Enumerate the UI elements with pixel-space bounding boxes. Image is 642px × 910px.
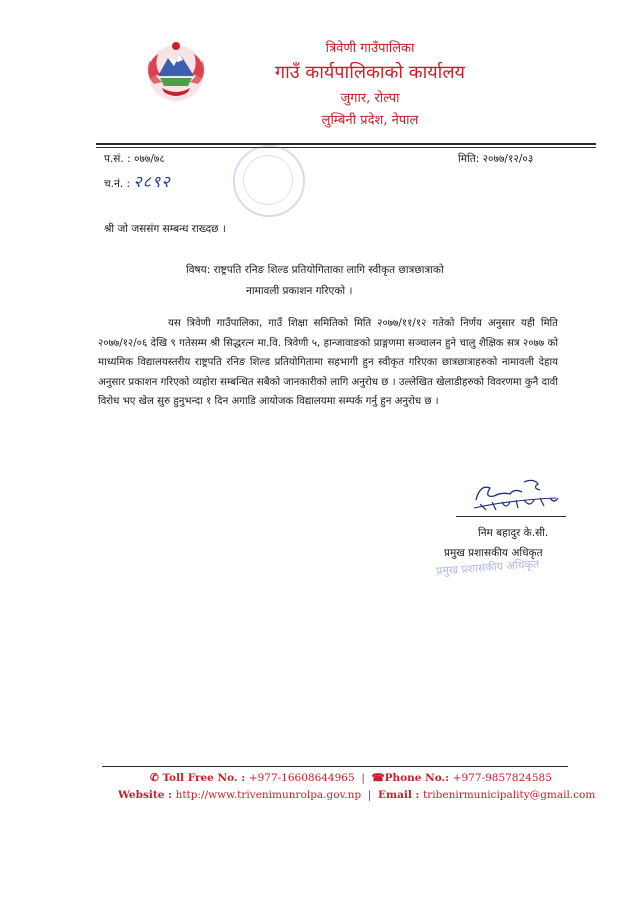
footer-web-line — [118, 789, 595, 801]
chalani-label: च.नं. : — [104, 178, 131, 190]
patra-sankhya: प.सं. : ०७७/७८ — [104, 153, 165, 165]
body-paragraph-text: यस त्रिवेणी गाउँपालिका, गाउँ शिक्षा समितिको मिति २०७७/११/१२ गतेको निर्णय अनुसार यही मिति २०७७/१२/०६ देखि ९ गतेसम्म श्री सिद्धरत्न मा.वि. त्रिवेणी ५, हान्जावाङको प्राङ्गणमा सञ्चालन हुने चालु शैक्षिक सत्र २०७७ को माध्यमिक विद्यालयस्तरीय राष्ट्रपति रनिङ शिल्ड प्रतियोगितामा सहभागी हुन स्वीकृत गरिएका छात्रछात्राहरुको नामावली देहाय अनुसार प्रकाशन गरिएको व्यहोरा सम्बन्धित सबैको जानकारीको लागि अनुरोध छ । उल्लेखित खेलाडीहरुको विवरणमा कुनै दावी विरोध भए खेल सुरु हुनुभन्दा १ दिन अगाडि आयोजक विद्यालयमा सम्पर्क गर्नु हुन अनुरोध छ । — [98, 318, 558, 408]
phone-label: ☎Phone No.: — [371, 772, 450, 784]
addressee: श्री जो जससंग सम्बन्ध राख्दछ । — [104, 223, 226, 235]
office-name: गाउँ कार्यपालिकाको कार्यालय — [275, 62, 465, 83]
email-address[interactable]: tribenirmunicipality@gmail.com — [423, 789, 596, 801]
subject-line-2: नामावली प्रकाशन गरिएको । — [246, 285, 353, 297]
header-divider — [96, 143, 596, 145]
toll-free-number: +977-16608644965 — [248, 772, 355, 784]
footer-divider — [102, 766, 568, 767]
chalani-number — [104, 170, 171, 192]
email-label: Email : — [377, 789, 420, 801]
website-url[interactable]: http://www.trivenimunrolpa.gov.np — [175, 789, 362, 801]
toll-free-label: ✆ Toll Free No. : — [150, 772, 246, 784]
chalani-value-handwritten: २८९२ — [133, 172, 171, 191]
office-province: लुम्बिनी प्रदेश, नेपाल — [321, 113, 419, 128]
subject-line-1: विषय: राष्ट्रपति रनिङ शिल्ड प्रतियोगिताका लागि स्वीकृत छात्रछात्राको — [186, 264, 444, 276]
office-seal-watermark — [233, 145, 305, 217]
signature-line — [456, 516, 566, 517]
footer-separator: | — [361, 772, 365, 784]
website-label: Website : — [118, 789, 172, 801]
body-paragraph — [98, 314, 558, 412]
header-divider-thin — [96, 147, 596, 148]
letter-date: मिति: २०७७/१२/०३ — [458, 153, 534, 165]
signer-title: प्रमुख प्रशासकीय अधिकृत — [444, 547, 543, 559]
footer-contact-line — [150, 772, 552, 784]
handwritten-signature — [440, 470, 600, 514]
footer-separator: | — [367, 789, 372, 801]
official-stamp: प्रमुख प्रशासकीय अधिकृत — [435, 557, 540, 578]
municipality-name: त्रिवेणी गाउँपालिका — [325, 41, 415, 56]
phone-number: +977-9857824585 — [452, 772, 552, 784]
subject — [186, 260, 526, 302]
signer-name: निम बहादुर के.सी. — [478, 527, 549, 539]
office-location: जुगार, रोल्पा — [340, 91, 400, 106]
